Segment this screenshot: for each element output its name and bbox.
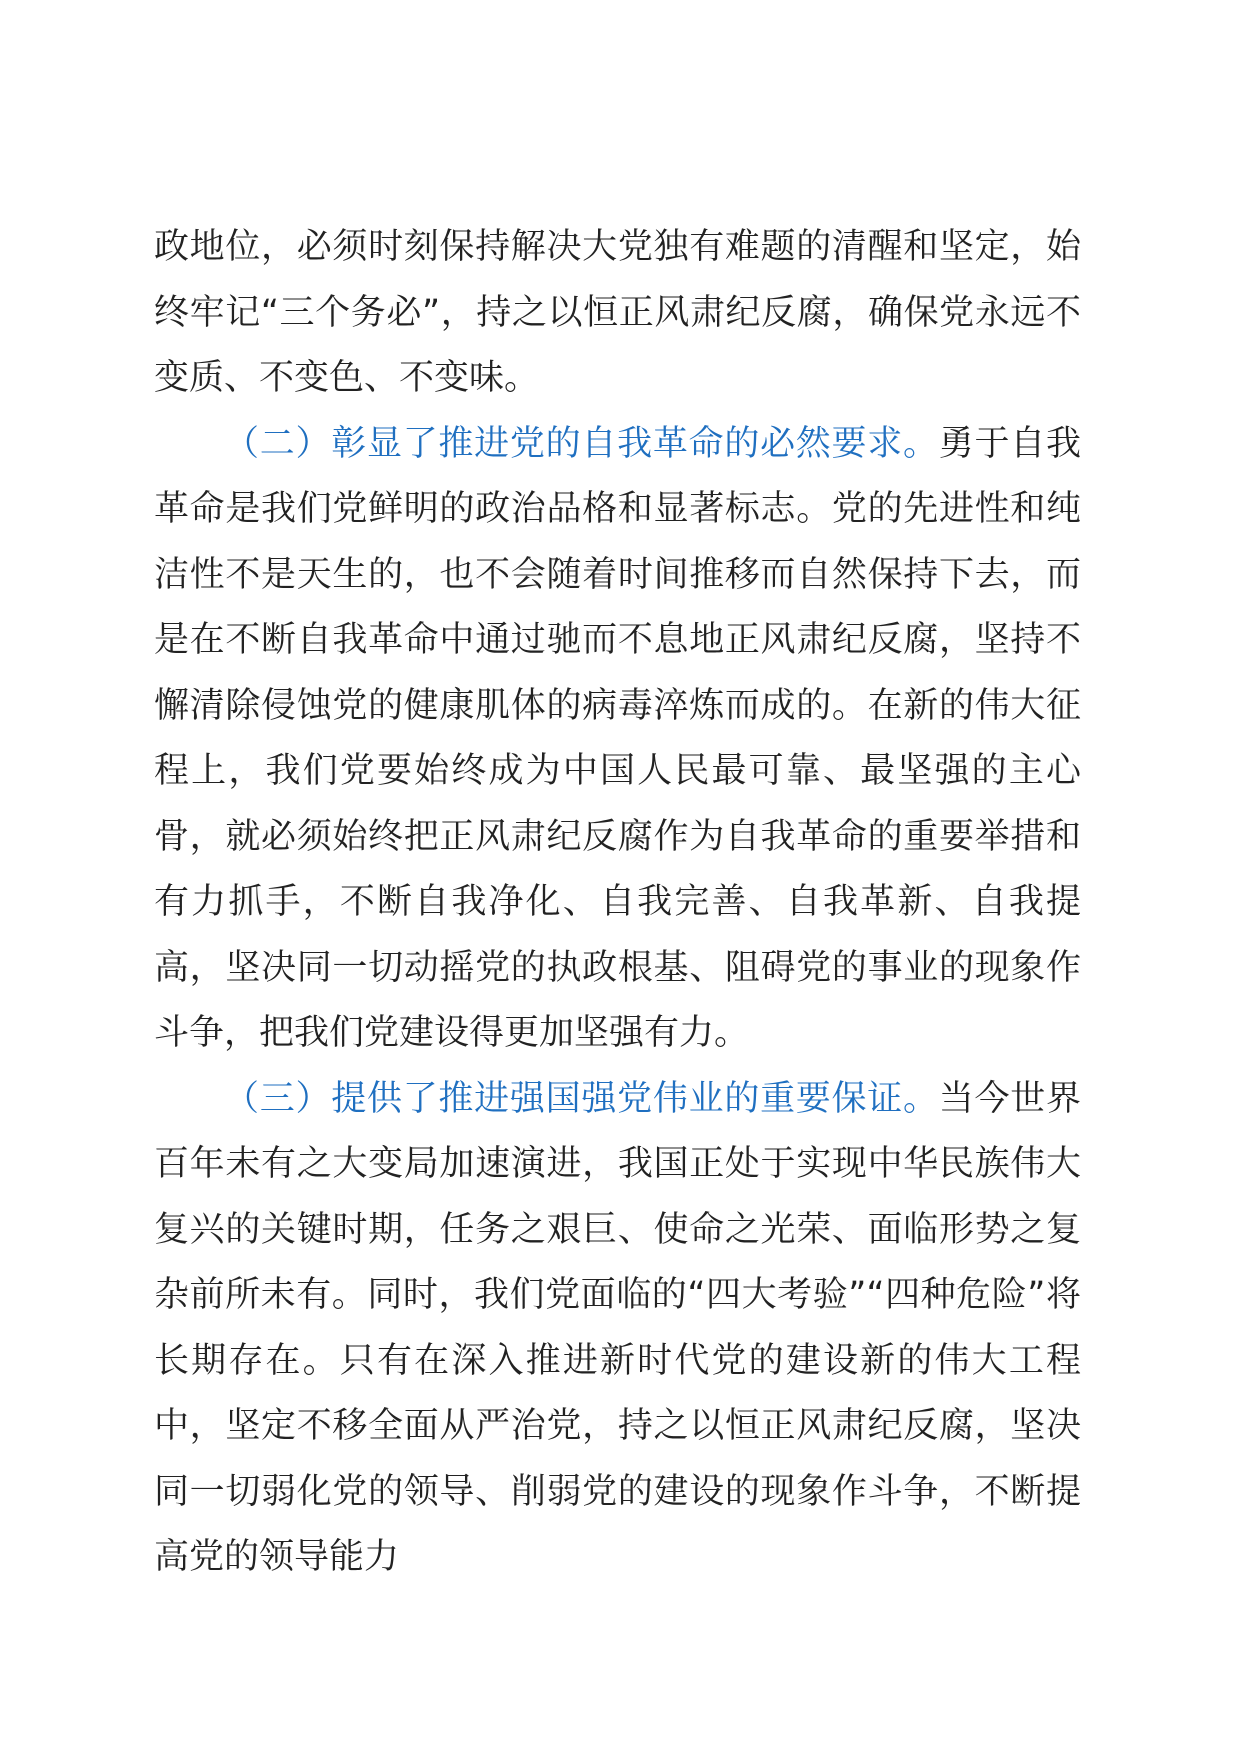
paragraph-body: 政地位，必须时刻保持解决大党独有难题的清醒和坚定，始终牢记“三个务必”，持之以恒正风肃纪反腐，确保党永远不变质、不变色、不变味。 — [154, 227, 1081, 398]
paragraph-body: 勇于自我革命是我们党鲜明的政治品格和显著标志。党的先进性和纯洁性不是天生的，也不会随着时间推移而自然保持下去，而是在不断自我革命中通过驰而不息地正风肃纪反腐，坚持不懈清除侵蚀党的健康肌体的病毒淬炼而成的。在新的伟大征程上，我们党要始终成为中国人民最可靠、最坚强的主心骨，就必须始终把正风肃纪反腐作为自我革命的重要举措和有力抓手，不断自我净化、自我完善、自我革新、自我提高，坚决同一切动摇党的执政根基、阻碍党的事业的现象作斗争，把我们党建设得更加坚强有力。 — [154, 423, 1081, 1053]
paragraph-section-3 — [154, 1067, 1081, 1591]
section-heading-2: （二）彰显了推进党的自我革命的必然要求。 — [224, 423, 939, 464]
paragraph-body: 当今世界百年未有之大变局加速演进，我国正处于实现中华民族伟大复兴的关键时期，任务之艰巨、使命之光荣、面临形势之复杂前所未有。同时，我们党面临的“四大考验”“四种危险”将长期存在。只有在深入推进新时代党的建设新的伟大工程中，坚定不移全面从严治党，持之以恒正风肃纪反腐，坚决同一切弱化党的领导、削弱党的建设的现象作斗争，不断提高党的领导能力 — [154, 1078, 1081, 1577]
paragraph-section-2 — [154, 412, 1081, 1067]
paragraph-continuation — [154, 215, 1081, 412]
section-heading-3: （三）提供了推进强国强党伟业的重要保证。 — [224, 1078, 939, 1119]
document-page — [154, 215, 1081, 1591]
